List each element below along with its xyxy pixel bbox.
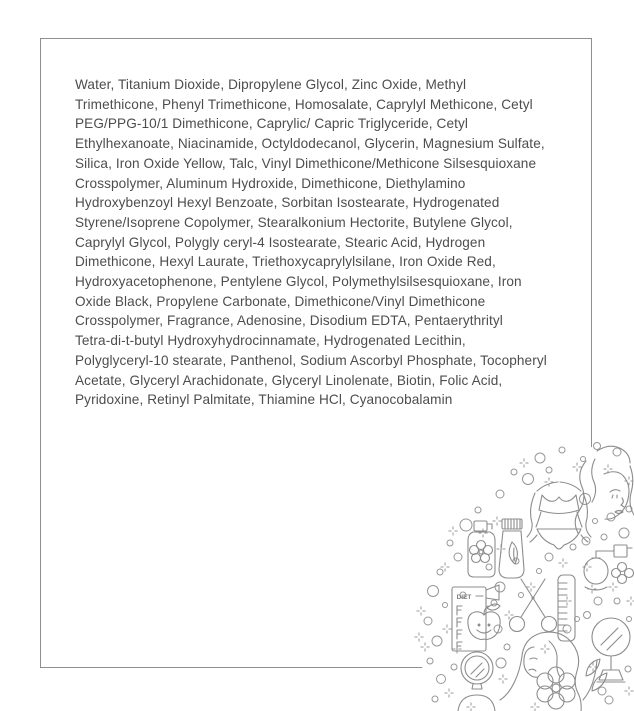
woman-in-swimsuit-icon	[527, 482, 591, 549]
ingredient-line: Crosspolymer, Aluminum Hydroxide, Dimethicone, Diethylamino	[75, 175, 466, 191]
ingredient-line: Silica, Iron Oxide Yellow, Talc, Vinyl Dimethicone/Methicone Silsesquioxane	[75, 155, 537, 171]
ingredient-line: Oxide Black, Propylene Carbonate, Dimethicone/Vinyl Dimethicone	[75, 293, 486, 309]
apple-icon	[468, 604, 500, 640]
ingredient-line: PEG/PPG-10/1 Dimethicone, Caprylic/ Capric Triglyceride, Cetyl	[75, 116, 468, 132]
ingredient-line: Water, Titanium Dioxide, Dipropylene Glycol, Zinc Oxide, Methyl	[75, 77, 467, 92]
ingredient-line: Hydroxyacetophenone, Pentylene Glycol, Polymethylsilsesquioxane, Iron	[75, 274, 522, 290]
woman-face-icon	[575, 446, 634, 533]
ingredients-list	[75, 75, 547, 410]
ingredient-line: Polyglyceryl-10 stearate, Panthenol, Sodium Ascorbyl Phosphate, Tocopheryl	[75, 352, 547, 368]
diet-label: DIET	[456, 594, 472, 601]
hand-mirror-icon	[458, 652, 495, 711]
ingredient-line: Caprylyl Glycol, Polygly ceryl-4 Isostearate, Stearic Acid, Hydrogen	[75, 234, 486, 250]
ingredient-line: Styrene/Isoprene Copolymer, Stearalkonium Hectorite, Butylene Glycol,	[75, 214, 513, 230]
ingredient-line: Ethylhexanoate, Niacinamide, Octyldodecanol, Glycerin, Magnesium Sulfate,	[75, 136, 545, 152]
comb-icon	[558, 575, 575, 641]
beauty-icons-cluster	[400, 430, 634, 711]
diet-plan-icon	[452, 585, 499, 651]
ingredient-line: Hydroxybenzoyl Hexyl Benzoate, Sorbitan Isostearate, Hydrogenated	[75, 195, 500, 211]
ingredient-line: Dimethicone, Hexyl Laurate, Triethoxycaprylylsilane, Iron Oxide Red,	[75, 254, 496, 270]
ingredient-line: Acetate, Glyceryl Arachidonate, Glyceryl Linolenate, Biotin, Folic Acid,	[75, 372, 503, 388]
ingredient-line: Trimethicone, Phenyl Trimethicone, Homosalate, Caprylyl Methicone, Cetyl	[75, 96, 533, 112]
woman-with-flower-icon	[500, 632, 607, 711]
cosmetic-bottle-icon	[468, 521, 495, 577]
vanity-mirror-icon	[592, 618, 630, 682]
ingredient-line: Pyridoxine, Retinyl Palmitate, Thiamine HCl, Cyanocobalamin	[75, 392, 453, 408]
ingredient-line: Tetra-di-t-butyl Hydroxyhydrocinnamate, Hydrogenated Lecithin,	[75, 333, 466, 349]
bubbles-pattern	[424, 443, 632, 705]
ingredient-line: Crosspolymer, Fragrance, Adenosine, Disodium EDTA, Pentaerythrityl	[75, 313, 503, 329]
